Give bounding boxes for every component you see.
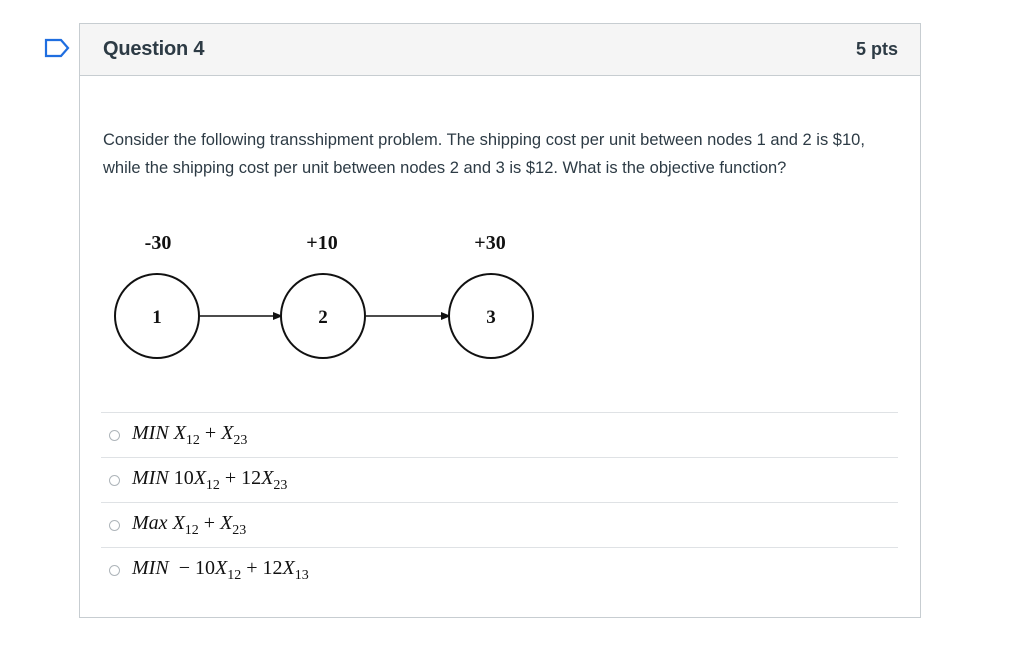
question-title: Question 4	[103, 38, 205, 60]
radio-button[interactable]	[109, 520, 120, 531]
transshipment-network-diagram	[100, 222, 560, 367]
radio-button[interactable]	[109, 430, 120, 441]
answer-label[interactable]: MIN − $10X_{12} + 12X_{13}$	[132, 556, 309, 583]
node-2-label: 2	[318, 307, 328, 328]
answer-label[interactable]: MIN $X_{12} + X_{23}$	[132, 421, 248, 448]
answer-label[interactable]: MIN $10X_{12} + 12X_{23}$	[132, 466, 288, 493]
question-points: 5 pts	[855, 39, 898, 59]
answer-list	[101, 412, 898, 592]
node-2-supply: +10	[306, 232, 338, 254]
node-1-supply: -30	[144, 232, 172, 254]
radio-button[interactable]	[109, 475, 120, 486]
answer-option[interactable]	[101, 457, 898, 502]
answer-option[interactable]	[101, 502, 898, 547]
answer-label[interactable]: Max $X_{12} + X_{23}$	[132, 511, 247, 538]
answer-option[interactable]	[101, 547, 898, 592]
question-header	[80, 24, 920, 76]
answer-option[interactable]	[101, 412, 898, 457]
question-flag-icon[interactable]	[44, 38, 70, 58]
node-3-label: 3	[486, 307, 496, 328]
question-text: Consider the following transshipment problem. The shipping cost per unit between nodes 1 and 2 is $10, while the shipping cost per unit between nodes 2 and 3 is $12. What is the objective function?	[103, 131, 865, 177]
radio-button[interactable]	[109, 565, 120, 576]
node-1-label: 1	[152, 307, 162, 328]
node-3-supply: +30	[474, 232, 506, 254]
